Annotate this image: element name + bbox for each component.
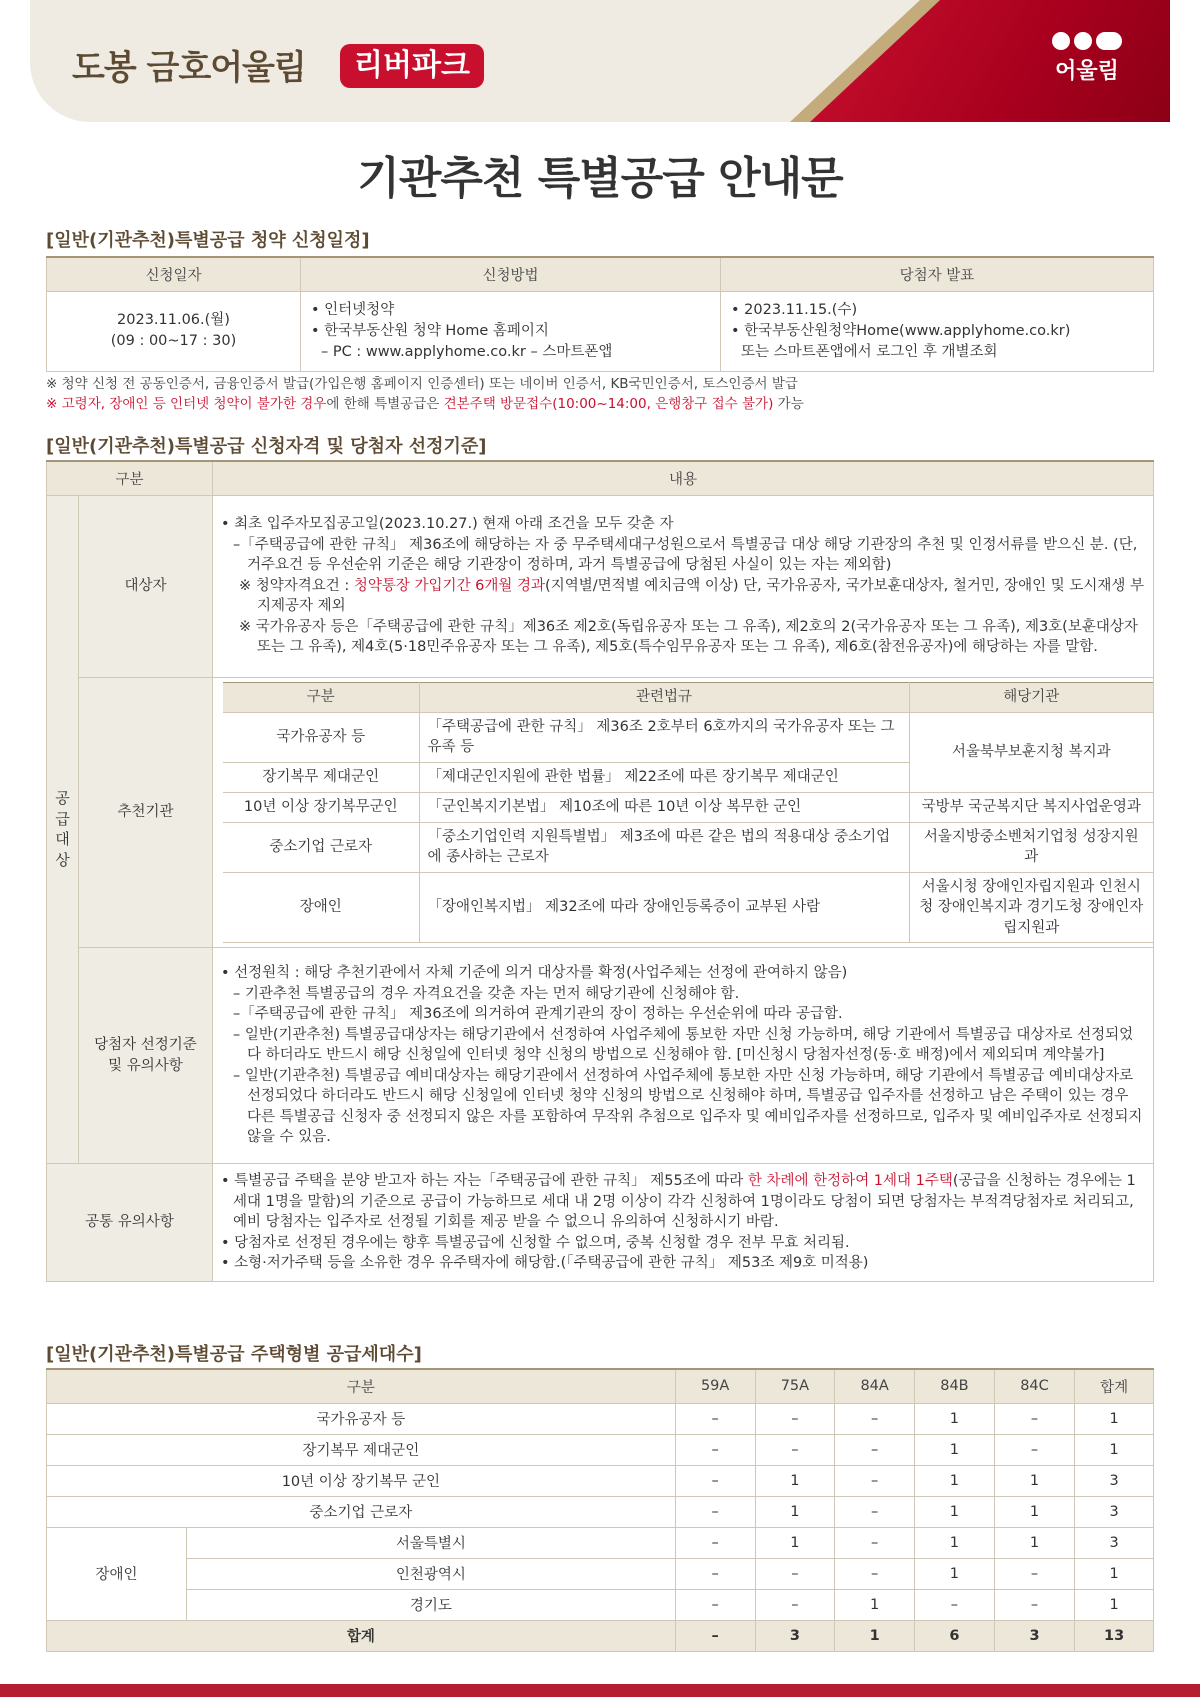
table-row: 인천광역시 – – – 1 – 1 [47,1558,1154,1589]
disabled-group-label: 장애인 [47,1527,187,1620]
criteria-section-title: [일반(기관추천)특별공급 신청자격 및 당첨자 선정기준] [46,436,487,457]
schedule-header-announce: 당첨자 발표 [721,257,1154,291]
page-title: 기관추천 특별공급 안내문 [357,153,843,204]
schedule-section-title: [일반(기관추천)특별공급 청약 신청일정] [46,230,370,251]
table-row: 장기복무 제대군인 – – – 1 – 1 [47,1434,1154,1465]
logo-dots-icon [1042,32,1132,50]
table-row: 10년 이상 장기복무 군인 – 1 – 1 1 3 [47,1465,1154,1496]
footer-bar [0,1684,1200,1697]
schedule-table [46,256,1154,372]
agency-content [213,677,1154,948]
table-row: 경기도 – – 1 – – 1 [47,1589,1154,1620]
header-banner [30,0,1170,122]
cert-note: ※ 청약 신청 전 공동인증서, 금융인증서 발급(가입은행 홈페이지 인증센터) 또는 네이버 인증서, KB국민인증서, 토스인증서 발급 [46,376,798,392]
supply-table: 구분 59A 75A 84A 84B 84C 합계 국가유공자 등 – – – 1 – 1 장기복무 제대군인 – – – 1 – 1 10년 이상 장기복무 군인 – 1 – 1 1 3 중소기업 근로자 – 1 – 1 1 3 장애인 서울특별시 – 1 – 1 1 3 인천광역시 – – – 1 – 1 경기도 – – 1 – – 1 합계 – 3 1 6 3 13 [46,1368,1154,1652]
complex-badge: 리버파크 [340,44,484,88]
schedule-header-date: 신청일자 [47,257,301,291]
supply-target-label: 공 급 대 상 [47,495,79,1164]
complex-name: 도봉 금호어울림 [72,48,306,88]
selection-label: 당첨자 선정기준 및 유의사항 [79,948,213,1164]
schedule-method-cell: • 인터넷청약 • 한국부동산원 청약 Home 홈페이지 – PC : www.applyhome.co.kr – 스마트폰앱 [301,291,721,371]
table-row: 국가유공자 등 – – – 1 – 1 [47,1403,1154,1434]
schedule-announce-cell: • 2023.11.15.(수) • 한국부동산원청약Home(www.applyhome.co.kr) 또는 스마트폰앱에서 로그인 후 개별조회 [721,291,1154,371]
agency-table: 구분 관련법규 해당기관 국가유공자 등 「주택공급에 관한 규칙」 제36조 2호부터 6호까지의 국가유공자 또는 그 유족 등 서울북부보훈지청 복지과 장기복무 제대군인 「제대군인지원에 관한 법률」 제22조에 따른 장기복무 제대군인 10년 이상 장기복무군인 「군인복지기본법」 제10조에 따른 10년 이상 복무한 군인 국방부 국군복지단 복지사업운영과 중소기업 근로자 「중소기업인력 지원특별법」 제3조에 따른 같은 법의 적용대상 중소기업에 종사하는 근로자 서울지방중소벤처기업청 성장지원과 장애인 「장애인복지법」 제32조에 따라 장애인등록증이 교부된 사람 서울시청 장애인자립지원과 인천시청 장애인복지과 경기도청 장애인자립지원과 [223,682,1153,944]
agency-label: 추천기관 [79,677,213,948]
target-label: 대상자 [79,495,213,677]
common-label: 공통 유의사항 [47,1164,213,1282]
schedule-date-cell: 2023.11.06.(월) (09 : 00~17 : 30) [47,291,301,371]
target-content: • 최초 입주자모집공고일(2023.10.27.) 현재 아래 조건을 모두 갖춘 자 –「주택공급에 관한 규칙」 제36조에 해당하는 자 중 무주택세대구성원으로서 특별공급 대상 해당 기관장의 추천 및 인정서류를 받으신 분. (단, 거주요건 등 우선순위 기준은 해당 기관장이 정하며, 과거 특별공급에 당첨된 사실이 있는 자는 제외함) ※ 청약자격요건 : 청약통장 가입기간 6개월 경과(지역별/면적별 예치금액 이상) 단, 국가유공자, 국가보훈대상자, 철거민, 장애인 및 도시재생 부지제공자 제외 ※ 국가유공자 등은「주택공급에 관한 규칙」제36조 제2호(독립유공자 또는 그 유족), 제2호의 2(국가유공자 또는 그 유족), 제3호(보훈대상자 또는 그 유족), 제4호(5·18민주유공자 또는 그 유족), 제5호(특수임무유공자 또는 그 유족), 제6호(참전유공자)에 해당하는 자를 말함. [213,495,1154,677]
total-row: 합계 – 3 1 6 3 13 [47,1620,1154,1651]
selection-content: • 선정원칙 : 해당 추천기관에서 자체 기준에 의거 대상자를 확정(사업주체는 선정에 관여하지 않음) – 기관추천 특별공급의 경우 자격요건을 갖춘 자는 먼저 해당기관에 신청해야 함. –「주택공급에 관한 규칙」 제36조에 의거하여 관계기관의 장이 정하는 우선순위에 따라 공급함. – 일반(기관추천) 특별공급대상자는 해당기관에서 선정하여 사업주체에 통보한 자만 신청 가능하며, 해당 기관에서 특별공급 대상자로 선정되었다 하더라도 반드시 해당 신청일에 인터넷 청약 신청의 방법으로 신청해야 함. [미신청시 당첨자선정(동·호 배정)에서 제외되며 계약불가] – 일반(기관추천) 특별공급 예비대상자는 해당기관에서 선정하여 사업주체에 통보한 자만 신청 가능하며, 해당 기관에서 특별공급 예비대상자로 선정되었다 하더라도 반드시 해당 신청일에 인터넷 청약 신청의 방법으로 신청해야 하며, 특별공급 입주자를 선정하고 남은 주택이 있는 경우 다른 특별공급 신청자 중 선정되지 않은 자를 포함하여 무작위 추첨으로 입주자 및 예비입주자를 선정하므로, 입주자 및 예비입주자로 선정되지 않을 수 있음. [213,948,1154,1164]
logo-text: 어울림 [1055,59,1119,84]
applyhome-link[interactable]: – PC : www.applyhome.co.kr – 스마트폰앱 [321,343,613,360]
common-content: • 특별공급 주택을 분양 받고자 하는 자는「주택공급에 관한 규칙」 제55조에 따라 한 차례에 한정하여 1세대 1주택(공급을 신청하는 경우에는 1세대 1명을 말함)의 기준으로 공급이 가능하므로 세대 내 2명 이상이 각각 신청하여 1명이라도 당첨이 되면 당첨자는 부적격당첨자로 처리되고, 예비 당첨자는 입주자로 선정될 기회를 제공 받을 수 없으니 유의하여 신청하시기 바람. • 당첨자로 선정된 경우에는 향후 특별공급에 신청할 수 없으며, 중복 신청할 경우 전부 무효 처리됨. • 소형·저가주택 등을 소유한 경우 유주택자에 해당함.(「주택공급에 관한 규칙」 제53조 제9호 미적용) [213,1164,1154,1282]
table-row: 중소기업 근로자 – 1 – 1 1 3 [47,1496,1154,1527]
brand-logo [1042,32,1132,85]
offline-note: ※ 고령자, 장애인 등 인터넷 청약이 불가한 경우에 한해 특별공급은 견본주택 방문접수(10:00~14:00, 은행창구 접수 불가) 가능 [46,396,804,412]
table-row: 장애인 서울특별시 – 1 – 1 1 3 [47,1527,1154,1558]
criteria-table [46,460,1154,1282]
schedule-header-method: 신청방법 [301,257,721,291]
criteria-header-category: 구분 [47,461,213,495]
criteria-header-content: 내용 [213,461,1154,495]
applyhome-link[interactable]: • 한국부동산원청약Home(www.applyhome.co.kr) [731,322,1071,339]
supply-section-title: [일반(기관추천)특별공급 주택형별 공급세대수] [46,1344,422,1365]
